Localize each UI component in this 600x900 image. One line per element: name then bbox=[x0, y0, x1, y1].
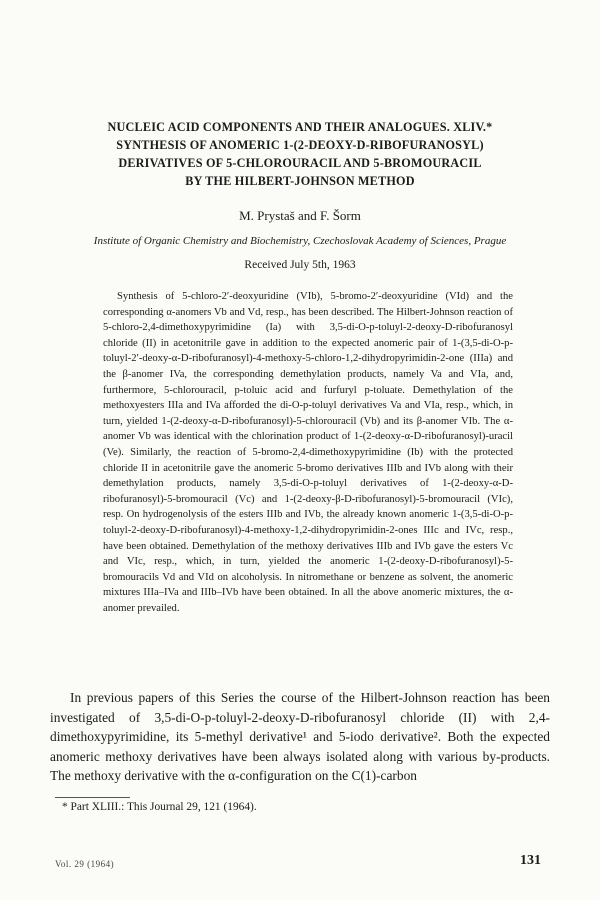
authors: M. Prystaš and F. Šorm bbox=[239, 208, 361, 223]
received-date: Received July 5th, 1963 bbox=[244, 259, 356, 271]
paper-title bbox=[40, 118, 560, 190]
body-paragraph: In previous papers of this Series the course of the Hilbert-Johnson reaction has been investigated of 3,5-di-O-p-toluyl-2-deoxy-D-ribofuranosyl chloride (II) with 2,4-dimethoxypyrimidine, its 5-methyl derivative¹ and 5-iodo derivative². Both the expected anomeric methoxy derivatives have been always isolated along with various by-products. The methoxy derivative with the α-configuration on the C(1)-carbon bbox=[50, 690, 550, 783]
footnote-rule bbox=[55, 797, 130, 798]
title-line-2: SYNTHESIS OF ANOMERIC 1-(2-DEOXY-D-RIBOFURANOSYL) bbox=[116, 138, 484, 152]
title-line-1: NUCLEIC ACID COMPONENTS AND THEIR ANALOGUES. XLIV.* bbox=[107, 120, 493, 134]
title-line-4: BY THE HILBERT-JOHNSON METHOD bbox=[185, 174, 415, 188]
abstract bbox=[103, 289, 513, 616]
abstract-text: Synthesis of 5-chloro-2′-deoxyuridine (VIb), 5-bromo-2′-deoxyuridine (VId) and the corresponding α-anomers Vb and Vd, resp., has been described. The Hilbert-Johnson reaction of 5-chloro-2,4-dimethoxypyrimidine (Ia) with 3,5-di-O-p-toluyl-2-deoxy-D-ribofuranosyl chloride (II) in acetonitrile gave in addition to the expected anomeric pair of 1-(3,5-di-O-p-toluyl-2′-deoxy-α-D-ribofuranosyl)-4-methoxy-5-chloro-1,2-dihydropyrimidin-2-one (IIIa) and the β-anomer IVa, the corresponding demethylation products, namely Va and VIa, and, furthermore, 5-chlorouracil, p-toluic acid and furfuryl p-toluate. Demethylation of the methoxyesters IIIa and IVa afforded the di-O-p-toluyl derivatives Va and VIa, resp., which, in turn, yielded 1-(2-deoxy-α-D-ribofuranosyl)-5-chlorouracil (Vb) and its β-anomer VIb. The α-anomer Vb was identical with the chlorination product of 1-(2-deoxy-α-D-ribofuranosyl)-uracil (Ve). Similarly, the reaction of 5-bromo-2,4-dimethoxypyrimidine (Ib) with the protected chloride II in acetonitrile gave the anomeric 5-bromo derivatives IIIb and IVb along with their demethylation products, namely 3,5-di-O-p-toluyl derivatives of 1-(2-deoxy-α-D-ribofuranosyl)-5-bromouracil (Vc) and 1-(2-deoxy-β-D-ribofuranosyl)-5-bromouracil (VIc), resp. On hydrogenolysis of the esters IIIb and IVb, the already known anomeric 1-(3,5-di-O-p-toluyl-2-deoxy-D-ribofuranosyl)-4-methoxy-1,2-dihydropyrimidin-2-ones IIIc and IVc, resp., have been obtained. Demethylation of the methoxy derivatives IIIb and IVb gave the esters Vc and VIc, resp., which, in turn, yielded the anomeric 1-(2-deoxy-D-ribofuranosyl)-5-bromouracils Vd and VId on alcoholysis. In nitromethane or benzene as solvent, the anomeric mixtures IIIa–IVa and IIIb–IVb have been obtained. In all the above anomeric mixtures, the α-anomer prevailed. bbox=[103, 291, 513, 614]
title-line-3: DERIVATIVES OF 5-CHLOROURACIL AND 5-BROMOURACIL bbox=[118, 156, 482, 170]
footnote: * Part XLIII.: This Journal 29, 121 (1964). bbox=[62, 801, 257, 813]
affiliation: Institute of Organic Chemistry and Biochemistry, Czechoslovak Academy of Sciences, Prague bbox=[93, 235, 507, 247]
volume-footer: Vol. 29 (1964) bbox=[55, 859, 115, 869]
page-number: 131 bbox=[520, 853, 541, 868]
body-text bbox=[50, 688, 550, 786]
